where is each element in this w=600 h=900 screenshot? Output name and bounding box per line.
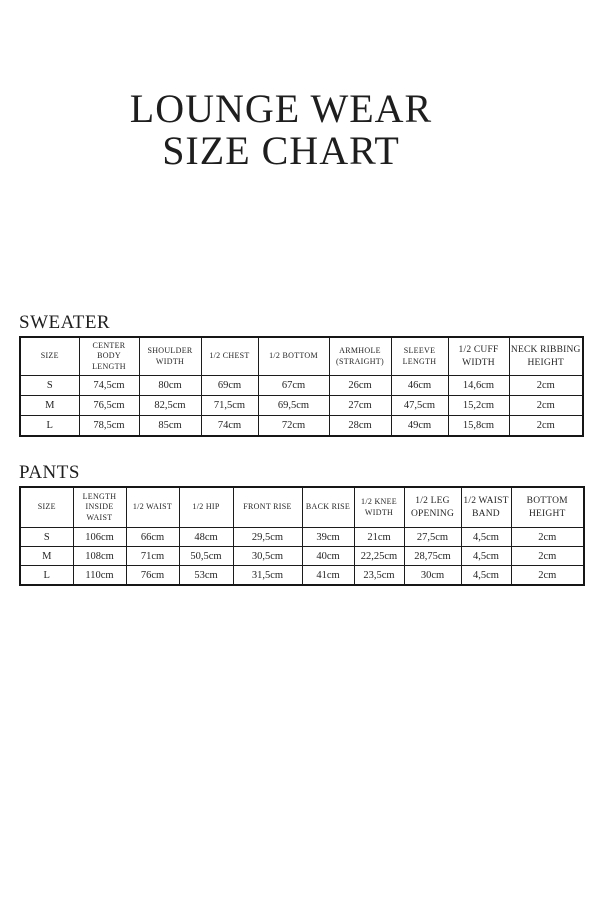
measurement-cell: 108cm [73,547,126,566]
header-row [20,487,584,528]
measurement-cell: 46cm [391,376,448,396]
measurement-cell: 69cm [201,376,258,396]
measurement-cell: 48cm [179,528,233,547]
measurement-cell: 27cm [329,396,391,416]
column-header: 1/2 WAIST BAND [461,487,511,528]
measurement-cell: 2cm [511,547,584,566]
measurement-cell: 74,5cm [79,376,139,396]
measurement-cell: 2cm [511,528,584,547]
measurement-cell: 40cm [302,547,354,566]
table-row [20,376,583,396]
column-header: SIZE [20,487,73,528]
column-header: BOTTOM HEIGHT [511,487,584,528]
sweater-section [19,311,583,437]
measurement-cell: 29,5cm [233,528,302,547]
measurement-cell: 2cm [509,396,583,416]
column-header: FRONT RISE [233,487,302,528]
column-header: BACK RISE [302,487,354,528]
measurement-cell: 71cm [126,547,179,566]
column-header: LENGTH INSIDE WAIST [73,487,126,528]
sweater-size-table [19,336,584,437]
size-cell: M [20,547,73,566]
measurement-cell: 53cm [179,566,233,586]
measurement-cell: 69,5cm [258,396,329,416]
measurement-cell: 27,5cm [404,528,461,547]
measurement-cell: 26cm [329,376,391,396]
measurement-cell: 66cm [126,528,179,547]
header-row [20,337,583,376]
measurement-cell: 110cm [73,566,126,586]
section-label-pants: PANTS [19,462,80,483]
measurement-cell: 41cm [302,566,354,586]
pants-size-table [19,486,585,586]
size-cell: L [20,566,73,586]
measurement-cell: 4,5cm [461,547,511,566]
measurement-cell: 49cm [391,416,448,437]
measurement-cell: 47,5cm [391,396,448,416]
column-header: 1/2 LEG OPENING [404,487,461,528]
measurement-cell: 23,5cm [354,566,404,586]
measurement-cell: 78,5cm [79,416,139,437]
measurement-cell: 30cm [404,566,461,586]
measurement-cell: 21cm [354,528,404,547]
column-header: CENTER BODY LENGTH [79,337,139,376]
measurement-cell: 72cm [258,416,329,437]
measurement-cell: 74cm [201,416,258,437]
measurement-cell: 80cm [139,376,201,396]
measurement-cell: 85cm [139,416,201,437]
measurement-cell: 4,5cm [461,528,511,547]
measurement-cell: 22,25cm [354,547,404,566]
size-cell: M [20,396,79,416]
column-header: 1/2 BOTTOM [258,337,329,376]
measurement-cell: 28,75cm [404,547,461,566]
measurement-cell: 106cm [73,528,126,547]
measurement-cell: 15,2cm [448,396,509,416]
measurement-cell: 2cm [509,416,583,437]
measurement-cell: 39cm [302,528,354,547]
page-title [19,88,543,172]
measurement-cell: 14,6cm [448,376,509,396]
measurement-cell: 67cm [258,376,329,396]
column-header: SLEEVE LENGTH [391,337,448,376]
size-cell: L [20,416,79,437]
measurement-cell: 31,5cm [233,566,302,586]
measurement-cell: 76cm [126,566,179,586]
measurement-cell: 28cm [329,416,391,437]
title-line-2: SIZE CHART [162,128,400,173]
measurement-cell: 2cm [511,566,584,586]
measurement-cell: 50,5cm [179,547,233,566]
column-header: SIZE [20,337,79,376]
size-cell: S [20,528,73,547]
title-line-1: LOUNGE WEAR [129,86,433,131]
column-header: NECK RIBBING HEIGHT [509,337,583,376]
table-row [20,547,584,566]
measurement-cell: 15,8cm [448,416,509,437]
measurement-cell: 2cm [509,376,583,396]
column-header: 1/2 CHEST [201,337,258,376]
measurement-cell: 4,5cm [461,566,511,586]
measurement-cell: 82,5cm [139,396,201,416]
column-header: 1/2 WAIST [126,487,179,528]
table-row [20,396,583,416]
measurement-cell: 71,5cm [201,396,258,416]
column-header: 1/2 CUFF WIDTH [448,337,509,376]
pants-section [19,461,583,586]
measurement-cell: 76,5cm [79,396,139,416]
measurement-cell: 30,5cm [233,547,302,566]
table-row [20,566,584,586]
section-label-sweater: SWEATER [19,312,111,333]
size-cell: S [20,376,79,396]
column-header: SHOULDER WIDTH [139,337,201,376]
column-header: 1/2 HIP [179,487,233,528]
column-header: ARMHOLE (STRAIGHT) [329,337,391,376]
table-row [20,528,584,547]
table-row [20,416,583,437]
column-header: 1/2 KNEE WIDTH [354,487,404,528]
